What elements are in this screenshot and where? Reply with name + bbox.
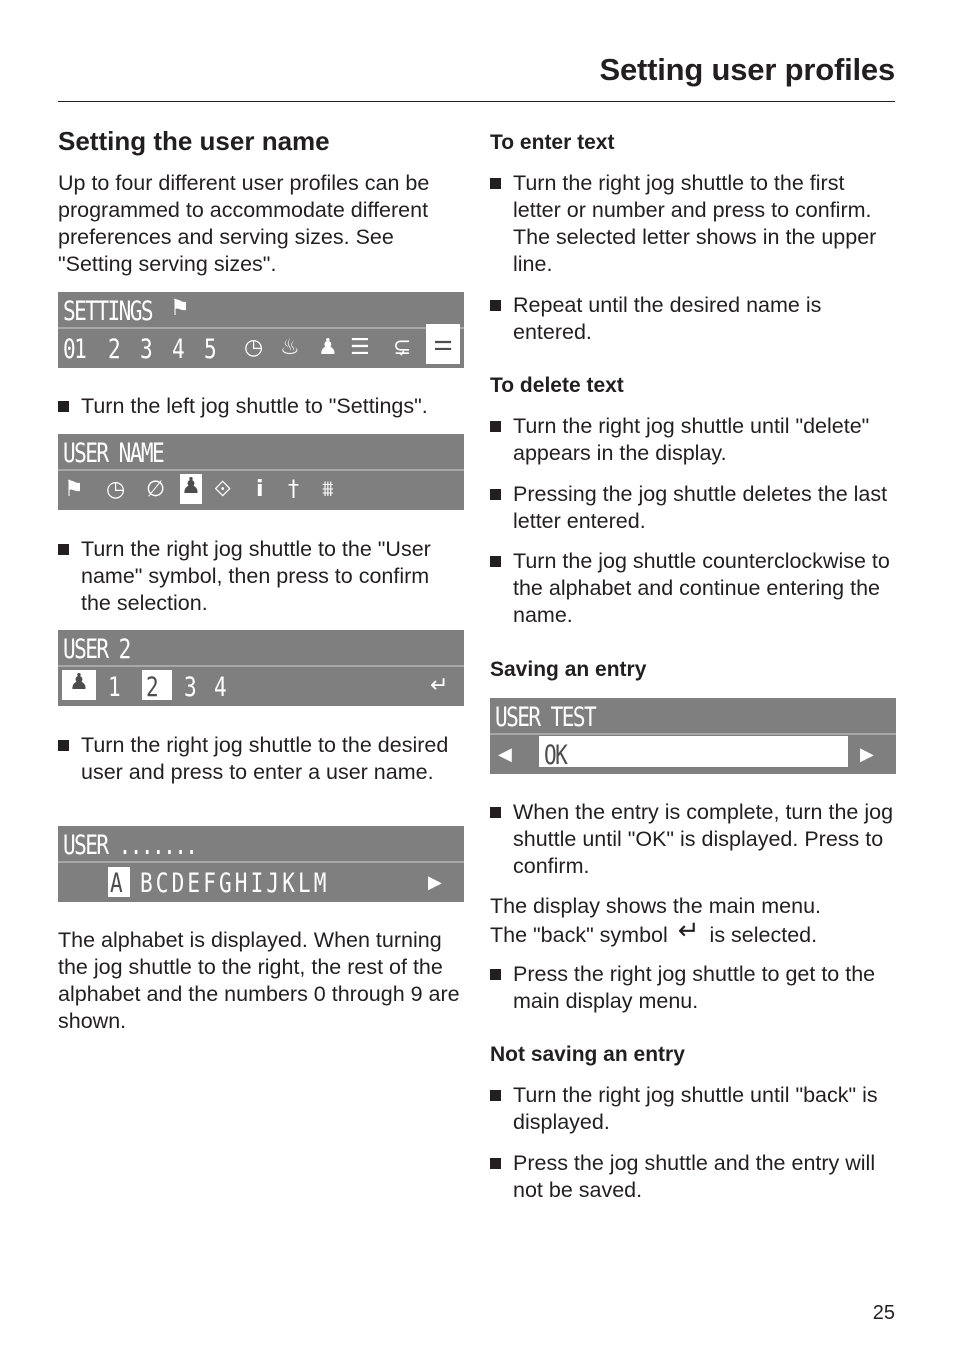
selected-text: is selected. bbox=[709, 923, 818, 947]
bullet-delete-3 bbox=[490, 548, 896, 629]
alphabet-letters: BCDEFGHIJKLM bbox=[140, 868, 330, 899]
clock-icon: ◷ bbox=[106, 477, 126, 502]
digit-01: 01 bbox=[63, 334, 86, 365]
delete-text-heading: To delete text bbox=[490, 374, 624, 397]
left-arrow-icon: ◀ bbox=[498, 744, 512, 765]
user-number-1: 1 bbox=[108, 672, 120, 703]
right-arrow-icon: ▶ bbox=[428, 872, 442, 893]
bullet-square-icon bbox=[490, 807, 501, 818]
display-top-text: USER 2 bbox=[63, 634, 130, 665]
display-bottom-row bbox=[58, 668, 464, 705]
bullet-square-icon bbox=[58, 401, 69, 412]
page-number: 25 bbox=[872, 1302, 895, 1324]
display-top-row bbox=[58, 826, 464, 863]
display-top-row bbox=[58, 292, 464, 329]
saving-entry-heading: Saving an entry bbox=[490, 658, 647, 681]
bullet-delete-2 bbox=[490, 481, 896, 535]
main-menu-line: The display shows the main menu. bbox=[490, 894, 822, 918]
bullet-settings bbox=[58, 393, 464, 420]
display-bottom-row bbox=[58, 864, 464, 901]
display-top-row bbox=[58, 630, 464, 667]
info-icon: i bbox=[256, 477, 264, 502]
digit-2: 2 bbox=[108, 334, 120, 365]
user-test-display bbox=[490, 698, 896, 774]
user-number-4: 4 bbox=[214, 672, 226, 703]
diamond-arrow-icon: ⟐ bbox=[214, 477, 232, 502]
section-heading: Setting the user name bbox=[58, 126, 330, 156]
display-bottom-row bbox=[58, 472, 464, 509]
bullet-square-icon bbox=[58, 544, 69, 555]
bullet-square-icon bbox=[58, 740, 69, 751]
display-top-text: USER ....... bbox=[63, 830, 197, 861]
bullet-square-icon bbox=[490, 178, 501, 189]
bullet-text: Press the jog shuttle and the entry will not be saved. bbox=[513, 1151, 876, 1202]
user-icon: ♟ bbox=[62, 670, 96, 700]
bullet-text: Pressing the jog shuttle deletes the last letter entered. bbox=[513, 482, 888, 533]
display-top-row bbox=[490, 698, 896, 735]
not-saving-heading: Not saving an entry bbox=[490, 1043, 685, 1066]
bullet-square-icon bbox=[490, 300, 501, 311]
bullet-text: Turn the jog shuttle counterclockwise to the alphabet and continue entering the name. bbox=[513, 549, 890, 627]
bullet-square-icon bbox=[490, 1090, 501, 1101]
display-bottom-row bbox=[490, 736, 896, 773]
settings-display bbox=[58, 292, 464, 368]
display-top-text: SETTINGS bbox=[63, 296, 152, 327]
ok-text: OK bbox=[544, 740, 567, 771]
alphabet-display bbox=[58, 826, 464, 902]
bullet-nosave-2 bbox=[490, 1150, 896, 1204]
digit-5: 5 bbox=[204, 334, 216, 365]
flag-icon: ⚑ bbox=[64, 477, 84, 502]
bullet-text: Turn the right jog shuttle until "back" is displayed. bbox=[513, 1083, 878, 1134]
user-number-3: 3 bbox=[184, 672, 196, 703]
bullet-delete-1 bbox=[490, 413, 896, 467]
bullet-square-icon bbox=[490, 1158, 501, 1169]
bullet-text: Turn the right jog shuttle to the first letter or number and press to confirm. The selected letter shows in the upper line. bbox=[513, 171, 877, 276]
bullet-square-icon bbox=[490, 421, 501, 432]
bullet-text: Turn the left jog shuttle to "Settings". bbox=[81, 394, 428, 418]
steam-icon: ☰ bbox=[350, 335, 370, 360]
settings-sliders-icon: ⚌ bbox=[426, 324, 460, 364]
person-icon: ♟ bbox=[318, 335, 338, 360]
main-menu-paragraph bbox=[490, 893, 896, 949]
right-arrow-icon: ▶ bbox=[860, 744, 874, 765]
back-symbol-text: The "back" symbol bbox=[490, 923, 668, 947]
user-number-2: 2 bbox=[146, 672, 158, 703]
display-top-text: USER NAME bbox=[63, 438, 164, 469]
zero-icon: ∅ bbox=[146, 477, 166, 502]
bullet-desired-user bbox=[58, 732, 464, 786]
back-arrow-icon: ↵ bbox=[430, 673, 449, 698]
digit-4: 4 bbox=[172, 334, 184, 365]
display-bottom-row bbox=[58, 330, 464, 367]
back-symbol-icon: ↵ bbox=[677, 915, 700, 945]
bullet-text: When the entry is complete, turn the jog shuttle until "OK" is displayed. Press to confirm. bbox=[513, 800, 894, 878]
user-select-display bbox=[58, 630, 464, 706]
outro-paragraph: The alphabet is displayed. When turning the jog shuttle to the right, the rest of the alphabet and the numbers 0 through 9 are shown. bbox=[58, 928, 460, 1033]
bullet-square-icon bbox=[490, 556, 501, 567]
bullet-text: Turn the right jog shuttle until "delete" appears in the display. bbox=[513, 414, 870, 465]
flag-icon: ⚑ bbox=[170, 296, 190, 321]
enter-text-heading: To enter text bbox=[490, 131, 615, 154]
bullet-text: Turn the right jog shuttle to the desired user and press to enter a user name. bbox=[81, 733, 449, 784]
bullet-text: Turn the right jog shuttle to the "User name" symbol, then press to confirm the selection. bbox=[81, 537, 431, 615]
bullet-text: Press the right jog shuttle to get to the main display menu. bbox=[513, 962, 876, 1013]
user-name-display bbox=[58, 434, 464, 510]
factory-icon: ⩩ bbox=[322, 477, 334, 502]
ok-field bbox=[539, 736, 848, 767]
bullet-user-name bbox=[58, 536, 464, 617]
bullet-text: Repeat until the desired name is entered. bbox=[513, 293, 822, 344]
back-symbol-line bbox=[490, 915, 896, 949]
bullet-nosave-1 bbox=[490, 1082, 896, 1136]
bullet-square-icon bbox=[490, 489, 501, 500]
bullet-save-2 bbox=[490, 961, 896, 1015]
bullet-enter-1 bbox=[490, 170, 896, 278]
display-top-text: USER TEST bbox=[495, 702, 596, 733]
bullet-save-1 bbox=[490, 799, 896, 880]
selected-letter: A bbox=[110, 868, 122, 899]
bullet-enter-2 bbox=[490, 292, 896, 346]
title-rule bbox=[58, 101, 895, 102]
page-title: Setting user profiles bbox=[599, 52, 895, 87]
timer-icon: ◷ bbox=[244, 335, 264, 360]
user-icon: ♟ bbox=[180, 474, 202, 504]
display-top-row bbox=[58, 434, 464, 471]
digit-3: 3 bbox=[140, 334, 152, 365]
intro-paragraph: Up to four different user profiles can be programmed to accommodate different preferences and serving sizes. See "Setting serving sizes". bbox=[58, 171, 430, 276]
rinse-icon: ⊊ bbox=[393, 335, 412, 360]
stand-icon: † bbox=[288, 477, 299, 502]
bullet-square-icon bbox=[490, 969, 501, 980]
cup-icon: ♨ bbox=[280, 335, 300, 360]
